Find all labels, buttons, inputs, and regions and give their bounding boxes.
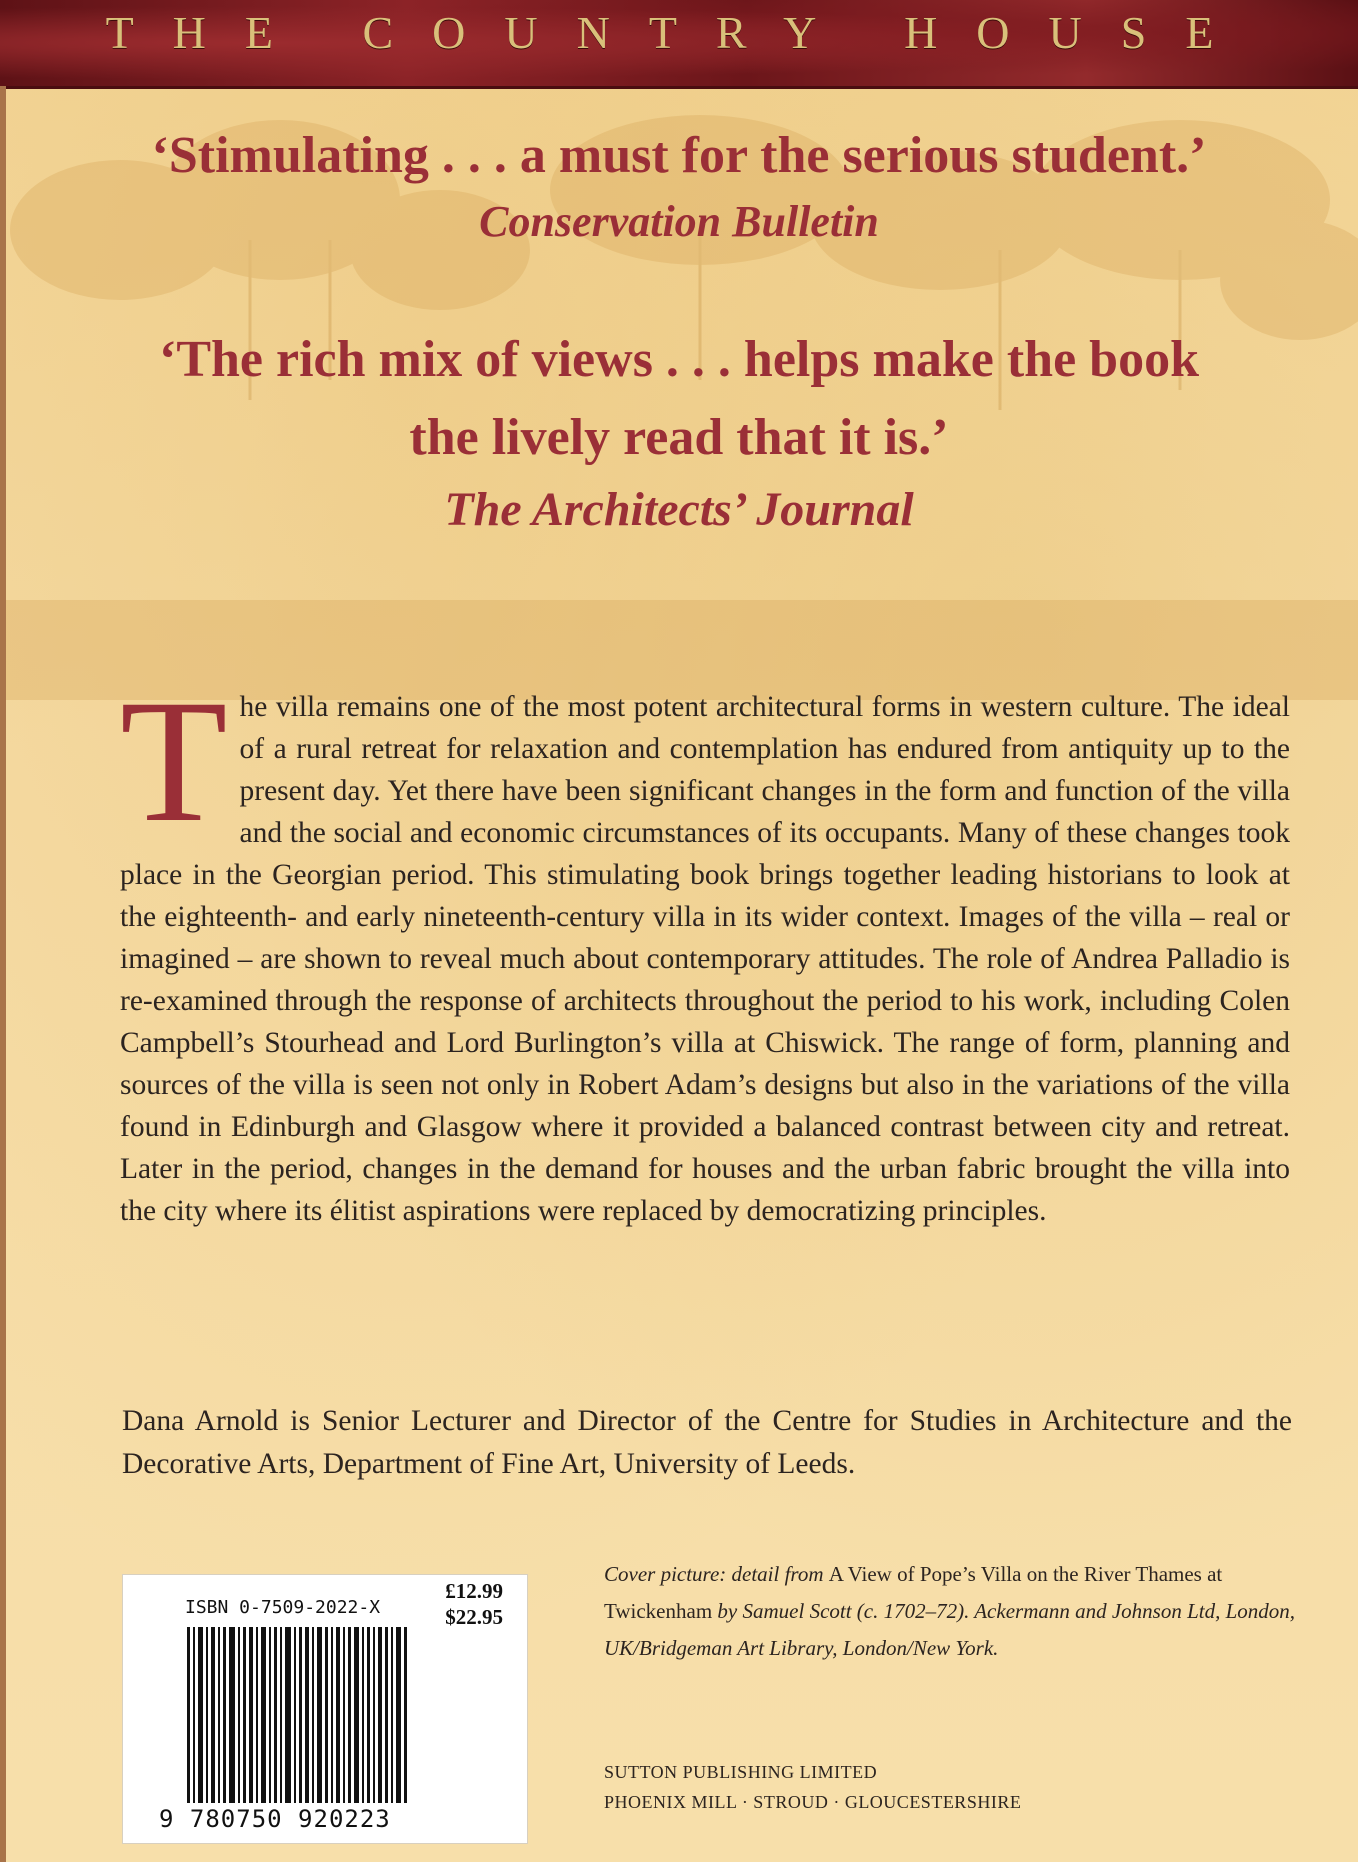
series-title: THE COUNTRY HOUSE [105, 7, 1253, 58]
review-source-1: Conservation Bulletin [479, 197, 879, 246]
series-header-band [0, 0, 1358, 89]
review-quote-2-line-2: the lively read that it is.’ [409, 409, 949, 466]
isbn-number: ISBN 0-7509-2022-X [185, 1597, 381, 1618]
drop-cap: T [120, 664, 228, 859]
price-usd: $22.95 [445, 1605, 503, 1629]
barcode-label [122, 1574, 528, 1844]
publisher-name: SUTTON PUBLISHING LIMITED [604, 1762, 878, 1782]
book-description [120, 664, 1290, 1232]
publisher-address: PHOENIX MILL · STROUD · GLOUCESTERSHIRE [604, 1792, 1022, 1812]
credit-details: by Samuel Scott (c. 1702–72). Ackermann and Johnson Ltd, London, UK/Bridgeman Art Library, London/New York. [604, 1599, 1296, 1660]
barcode-number: 9 780750 920223 [159, 1805, 391, 1833]
author-bio: Dana Arnold is Senior Lecturer and Director of the Centre for Studies in Architecture and the Decorative Arts, Department of Fine Art, University of Leeds. [122, 1405, 1292, 1480]
review-quote-1: ‘Stimulating . . . a must for the serious student.’ [151, 127, 1207, 184]
cover-picture-credit [604, 1556, 1310, 1667]
barcode-bars [187, 1627, 467, 1803]
credit-painting-title: A View of Pope’s Villa on the River Thames at Twickenham [604, 1562, 1223, 1623]
credit-prefix: Cover picture: detail from [604, 1562, 829, 1586]
review-quote-2-line-1: ‘The rich mix of views . . . helps make the book [159, 331, 1199, 388]
price-gbp: £12.99 [445, 1579, 503, 1603]
description-text: he villa remains one of the most potent architectural forms in western culture. The ideal of a rural retreat for relaxation and contemplation has endured from antiquity up to the present day. Yet there have been significant changes in the form and function of the villa and the social and economic circumstances of its occupants. Many of these changes took place in the Georgian period. This stimulating book brings together leading historians to look at the eighteenth- and early nineteenth-century villa in its wider context. Images of the villa – real or imagined – are shown to reveal much about contemporary attitudes. The role of Andrea Palladio is re-examined through the response of architects throughout the period to his work, including Colen Campbell’s Stourhead and Lord Burlington’s villa at Chiswick. The range of form, planning and sources of the villa is seen not only in Robert Adam’s designs but also in the variations of the villa found in Edinburgh and Glasgow where it provided a balanced contrast between city and retreat. Later in the period, changes in the demand for houses and the urban fabric brought the villa into the city where its élitist aspirations were replaced by democratizing principles. [120, 691, 1290, 1227]
review-source-2: The Architects’ Journal [444, 483, 914, 536]
